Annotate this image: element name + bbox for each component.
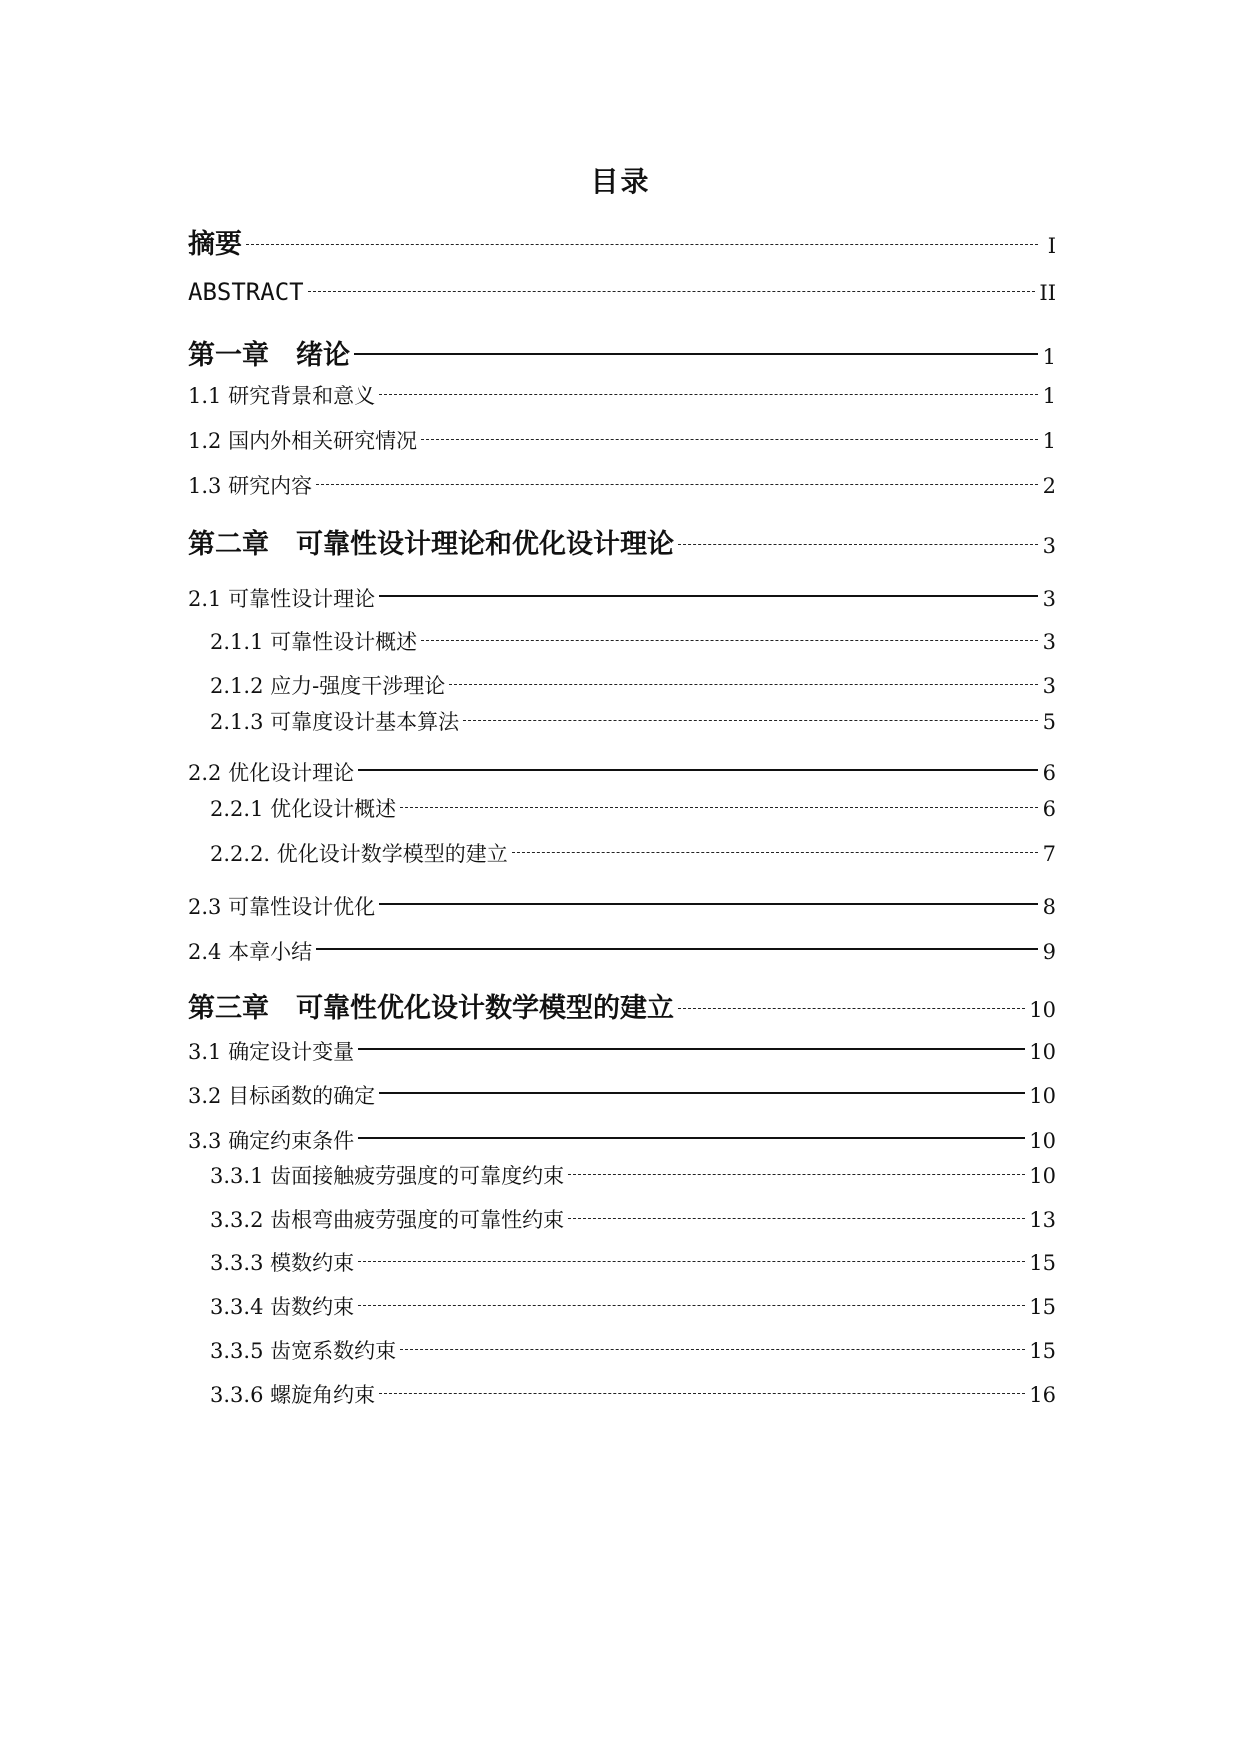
dot-leader <box>421 639 1038 641</box>
toc-entry-2-2-1[interactable] <box>210 793 1056 823</box>
dot-leader <box>463 719 1038 721</box>
toc-entry-1-3[interactable] <box>188 470 1056 500</box>
dot-leader <box>316 947 1038 950</box>
toc-entry-abstract-cn[interactable] <box>188 222 1056 261</box>
toc-entry-label: 3.3.6 螺旋角约束 <box>210 1383 376 1407</box>
dot-leader <box>379 594 1038 597</box>
toc-page-number: 2 <box>1042 474 1056 498</box>
toc-page-number: 15 <box>1029 1251 1056 1275</box>
toc-page-number: 10 <box>1029 1040 1056 1064</box>
toc-page-number: I <box>1047 234 1056 258</box>
toc-entry-label: 2.1.1 可靠性设计概述 <box>210 630 418 654</box>
toc-entry-chapter-1[interactable] <box>188 333 1056 372</box>
toc-page-number: 3 <box>1042 674 1056 698</box>
toc-page-number: 15 <box>1029 1295 1056 1319</box>
toc-entry-label: 第一章 绪论 <box>188 340 350 371</box>
toc-entry-2-1-2[interactable] <box>210 670 1056 700</box>
dot-leader <box>358 768 1038 771</box>
toc-page-number: 10 <box>1029 1084 1056 1108</box>
toc-entry-label: 3.3 确定约束条件 <box>188 1129 355 1153</box>
toc-entry-2-4[interactable] <box>188 936 1056 966</box>
toc-page-number: 15 <box>1029 1339 1056 1363</box>
toc-entry-2-1-1[interactable] <box>210 626 1056 656</box>
toc-page-number: 7 <box>1042 842 1056 866</box>
dot-leader <box>358 1260 1025 1262</box>
toc-entry-label: 2.2.1 优化设计概述 <box>210 797 397 821</box>
dot-leader <box>421 438 1038 440</box>
toc-page-number: 3 <box>1042 587 1056 611</box>
dot-leader <box>678 1007 1025 1009</box>
toc-page-number: 16 <box>1029 1383 1056 1407</box>
dot-leader <box>316 483 1038 485</box>
toc-entry-3-3-2[interactable] <box>210 1204 1056 1234</box>
toc-title: 目录 <box>590 165 651 198</box>
toc-entry-label: 1.1 研究背景和意义 <box>188 384 376 408</box>
toc-entry-3-3[interactable] <box>188 1125 1056 1155</box>
toc-entry-label: 3.3.2 齿根弯曲疲劳强度的可靠性约束 <box>210 1208 565 1232</box>
toc-entry-label: 2.1 可靠性设计理论 <box>188 587 376 611</box>
toc-entry-3-3-4[interactable] <box>210 1291 1056 1321</box>
toc-page-number: 5 <box>1042 710 1056 734</box>
toc-entry-2-2-2[interactable] <box>210 838 1056 868</box>
toc-entry-label: ABSTRACT <box>188 278 304 306</box>
dot-leader <box>379 902 1038 905</box>
toc-entry-chapter-3[interactable] <box>188 986 1056 1025</box>
dot-leader <box>246 243 1038 245</box>
toc-entry-2-1[interactable] <box>188 583 1056 613</box>
toc-entry-label: 3.3.4 齿数约束 <box>210 1295 355 1319</box>
toc-entry-3-1[interactable] <box>188 1036 1056 1066</box>
toc-entry-label: 2.4 本章小结 <box>188 940 313 964</box>
dot-leader <box>568 1173 1025 1175</box>
toc-page-number: 10 <box>1029 1164 1056 1188</box>
toc-entry-2-3[interactable] <box>188 891 1056 921</box>
toc-page-number: II <box>1039 281 1056 305</box>
toc-entry-3-2[interactable] <box>188 1080 1056 1110</box>
dot-leader <box>512 851 1038 853</box>
toc-page-number: 9 <box>1042 940 1056 964</box>
toc-page-number: 10 <box>1029 1129 1056 1153</box>
dot-leader <box>358 1047 1025 1050</box>
dot-leader <box>379 393 1038 395</box>
toc-entry-chapter-2[interactable] <box>188 522 1056 561</box>
toc-entry-label: 2.1.2 应力-强度干涉理论 <box>210 674 446 698</box>
toc-page-number: 1 <box>1042 384 1056 408</box>
toc-page-number: 1 <box>1042 345 1056 369</box>
toc-entry-label: 2.2.2. 优化设计数学模型的建立 <box>210 842 508 866</box>
toc-page-number: 8 <box>1042 895 1056 919</box>
toc-entry-label: 3.2 目标函数的确定 <box>188 1084 376 1108</box>
toc-entry-label: 摘要 <box>188 229 242 260</box>
toc-entry-abstract-en[interactable] <box>188 278 1056 306</box>
toc-entry-label: 第三章 可靠性优化设计数学模型的建立 <box>188 993 674 1024</box>
toc-entry-label: 2.2 优化设计理论 <box>188 761 355 785</box>
toc-entry-3-3-1[interactable] <box>210 1160 1056 1190</box>
dot-leader <box>400 1348 1025 1350</box>
toc-entry-3-3-3[interactable] <box>210 1247 1056 1277</box>
toc-entry-2-1-3[interactable] <box>210 706 1056 736</box>
toc-entry-label: 3.3.1 齿面接触疲劳强度的可靠度约束 <box>210 1164 565 1188</box>
toc-entry-3-3-6[interactable] <box>210 1379 1056 1409</box>
dot-leader <box>354 352 1038 355</box>
toc-entry-label: 2.3 可靠性设计优化 <box>188 895 376 919</box>
dot-leader <box>568 1217 1025 1219</box>
toc-entry-2-2[interactable] <box>188 757 1056 787</box>
toc-entry-label: 2.1.3 可靠度设计基本算法 <box>210 710 460 734</box>
toc-page-number: 6 <box>1042 797 1056 821</box>
dot-leader <box>678 543 1038 545</box>
toc-page-number: 13 <box>1029 1208 1056 1232</box>
toc-entry-label: 第二章 可靠性设计理论和优化设计理论 <box>188 529 674 560</box>
toc-entry-label: 3.3.5 齿宽系数约束 <box>210 1339 397 1363</box>
dot-leader <box>308 290 1036 292</box>
toc-entry-label: 3.1 确定设计变量 <box>188 1040 355 1064</box>
dot-leader <box>379 1392 1025 1394</box>
toc-entry-3-3-5[interactable] <box>210 1335 1056 1365</box>
toc-entry-label: 3.3.3 模数约束 <box>210 1251 355 1275</box>
toc-page-number: 3 <box>1042 534 1056 558</box>
toc-page-number: 6 <box>1042 761 1056 785</box>
dot-leader <box>358 1136 1025 1139</box>
toc-entry-1-2[interactable] <box>188 425 1056 455</box>
dot-leader <box>449 683 1038 685</box>
toc-entry-1-1[interactable] <box>188 380 1056 410</box>
dot-leader <box>358 1304 1025 1306</box>
toc-page-number: 10 <box>1029 998 1056 1022</box>
toc-page-number: 3 <box>1042 630 1056 654</box>
toc-entry-label: 1.2 国内外相关研究情况 <box>188 429 418 453</box>
toc-entry-label: 1.3 研究内容 <box>188 474 313 498</box>
dot-leader <box>379 1091 1025 1094</box>
toc-page-number: 1 <box>1042 429 1056 453</box>
dot-leader <box>400 806 1038 808</box>
